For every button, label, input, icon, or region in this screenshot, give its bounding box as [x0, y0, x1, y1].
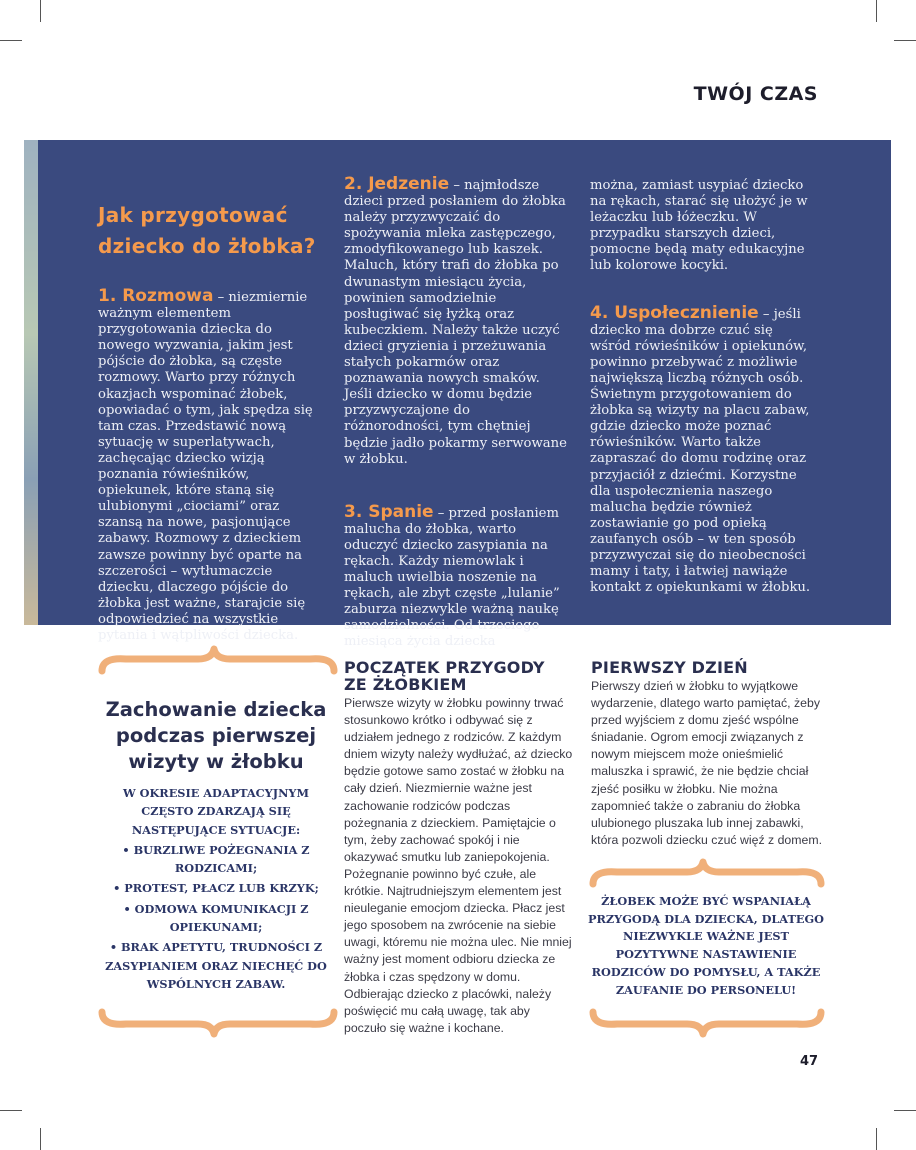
middle-title: POCZĄTEK PRZYGODY ZE ŻŁOBKIEM	[344, 658, 545, 694]
section-spanie: 3. Spanie – przed posłaniem malucha do żłobka, warto oduczyć dziecko zasypiania na rękach. Każdy niemowlak i maluch uwielbia noszenie na rękach, ale zbyt częste „lulanie” zaburza niezwykle ważną naukę samodzielności. Od trzeciego miesiąca życia dziecka	[344, 501, 560, 650]
article-title: Jak przygotować dziecko do żłobka?	[98, 203, 316, 258]
box-intro: W OKRESIE ADAPTACYJNYM CZĘSTO ZDARZAJĄ SIĘ NASTĘPUJĄCE SYTUACJE:	[123, 786, 309, 837]
section-title: TWÓJ CZAS	[693, 83, 818, 105]
section-spanie-continued: można, zamiast usypiać dziecko na rękach, starać się ułożyć je w leżaczku lub łóżeczku. W przypadku starszych dzieci, pomocne będą maty edukacyjne lub kolorowe kocyki.	[590, 178, 808, 274]
box-list	[105, 784, 327, 995]
crop-mark	[894, 40, 916, 41]
article-column-3	[590, 178, 814, 596]
right-title: PIERWSZY DZIEŃ	[591, 658, 748, 677]
article-band	[24, 140, 891, 650]
list-item: • ODMOWA KOMUNIKACJI Z OPIEKUNAMI;	[123, 901, 309, 935]
crop-mark	[40, 1128, 41, 1150]
crop-mark	[40, 0, 41, 22]
quote-bottom-brace-decoration	[589, 1008, 825, 1038]
top-brace-decoration	[98, 645, 338, 675]
crop-mark	[0, 1110, 22, 1111]
list-item: • BURZLIWE POŻEGNANIA Z RODZICAMI;	[122, 842, 310, 876]
list-item: • PROTEST, PŁACZ LUB KRZYK;	[113, 881, 319, 896]
middle-text: Pierwsze wizyty w żłobku powinny trwać stosunkowo krótko i odbywać się z udziałem jednego z rodziców. Z każdym dniem wizyty należy wydłużać, aż dziecko będzie gotowe samo zostać w żłobku na cały dzień. Niezmiernie ważne jest zachowanie rodziców podczas pożegnania z dzieckiem. Pamiętajcie o tym, żeby zachować spokój i nie okazywać smutku lub zaniepokojenia. Pożegnanie powinno być czułe, ale krótkie. Najtrudniejszym elementem jest nieuleganie emocjom dziecka. Płacz jest jego sposobem na zwrócenie na siebie uwagi, któremu nie można ulec. Nie mniej ważny jest moment odbioru dziecka ze żłobka i czas spędzony w domu. Odbierając dziecko z placówki, należy poświęcić mu całą uwagę, tak aby poczuło się ważne i kochane.	[344, 696, 573, 1035]
article-column-2	[344, 176, 570, 651]
crop-mark	[876, 1128, 877, 1150]
quote-text: ŻŁOBEK MOŻE BYĆ WSPANIAŁĄ PRZYGODĄ DLA DZIECKA, DLATEGO NIEZWYKLE WAŻNE JEST POZYTYWNE NASTAWIENIE RODZICÓW DO POMYSŁU, A TAKŻE ZAUFANIE DO PERSONELU!	[588, 894, 824, 997]
box-heading: Zachowanie dziecka podczas pierwszej wizyty w żłobku	[105, 698, 327, 773]
article-column-1	[98, 200, 322, 644]
right-text: Pierwszy dzień w żłobku to wyjątkowe wydarzenie, dlatego warto pamiętać, żeby przed wyjściem z domu zjeść wspólne śniadanie. Ogrom emocji związanych z nowym miejscem może onieśmielić maluszka i sprawić, że nie będzie chciał zjeść posiłku w żłobku. Nie można zapomnieć także o zabraniu do żłobka ulubionego pluszaka lub innej zabawki, która pozwoli dziecku czuć więź z domem.	[591, 679, 822, 847]
photo-strip	[24, 140, 38, 625]
crop-mark	[894, 1110, 916, 1111]
crop-mark	[0, 40, 22, 41]
quote-top-brace-decoration	[589, 858, 825, 888]
list-item: • BRAK APETYTU, TRUDNOŚCI Z ZASYPIANIEM ORAZ NIECHĘĆ DO WSPÓLNYCH ZABAW.	[105, 940, 327, 991]
crop-mark	[876, 0, 877, 22]
page-number: 47	[800, 1054, 819, 1069]
section-rozmowa: 1. Rozmowa – niezmiernie ważnym elementem przygotowania dziecka do nowego wyzwania, jakim jest pójście do żłobka, są częste rozmowy. Warto przy różnych okazjach wspominać żłobek, opowiadać o tym, jak spędza się tam czas. Przedstawić nową sytuację w superlatywach, zachęcając dziecko wizją poznania rówieśników, opiekunek, które staną się ulubionymi „ciociami” oraz szansą na nowe, pasjonujące zabawy. Rozmowy z dzieckiem zawsze powinny być oparte na szczerości – wytłumaczcie dziecku, dlaczego pójście do żłobka jest ważne, starajcie się odpowiedzieć na wszystkie pytania i wątpliwości dziecka.	[98, 286, 313, 643]
section-jedzenie: 2. Jedzenie – najmłodsze dzieci przed posłaniem do żłobka należy przyzwyczaić do spożywania mleka zastępczego, zmodyfikowanego lub kaszek. Maluch, który trafi do żłobka po dwunastym miesiącu życia, powinien samodzielnie posługiwać się łyżką oraz kubeczkiem. Należy także uczyć dzieci gryzienia i przeżuwania stałych pokarmów oraz poznawania nowych smaków. Jeśli dziecko w domu będzie przyzwyczajone do różnorodności, tym chętniej będzie jadło pokarmy serwowane w żłobku.	[344, 174, 567, 467]
section-uspolecznienie: 4. Uspołecznienie – jeśli dziecko ma dobrze czuć się wśród rówieśników i opiekunów, powinno przebywać z możliwie największą liczbą różnych osób. Świetnym przygotowaniem do żłobka są wizyty na placu zabaw, gdzie dziecko może poznać rówieśników. Warto także zapraszać do domu rodzinę oraz przyjaciół z dziećmi. Korzystne dla uspołecznienia naszego malucha będzie również zostawianie go pod opieką zaufanych osób – w ten sposób przyzwyczai się do nieobecności mamy i taty, i łatwiej nawiąże kontakt z opiekunkami w żłobku.	[590, 302, 811, 596]
bottom-brace-decoration	[98, 1008, 338, 1038]
